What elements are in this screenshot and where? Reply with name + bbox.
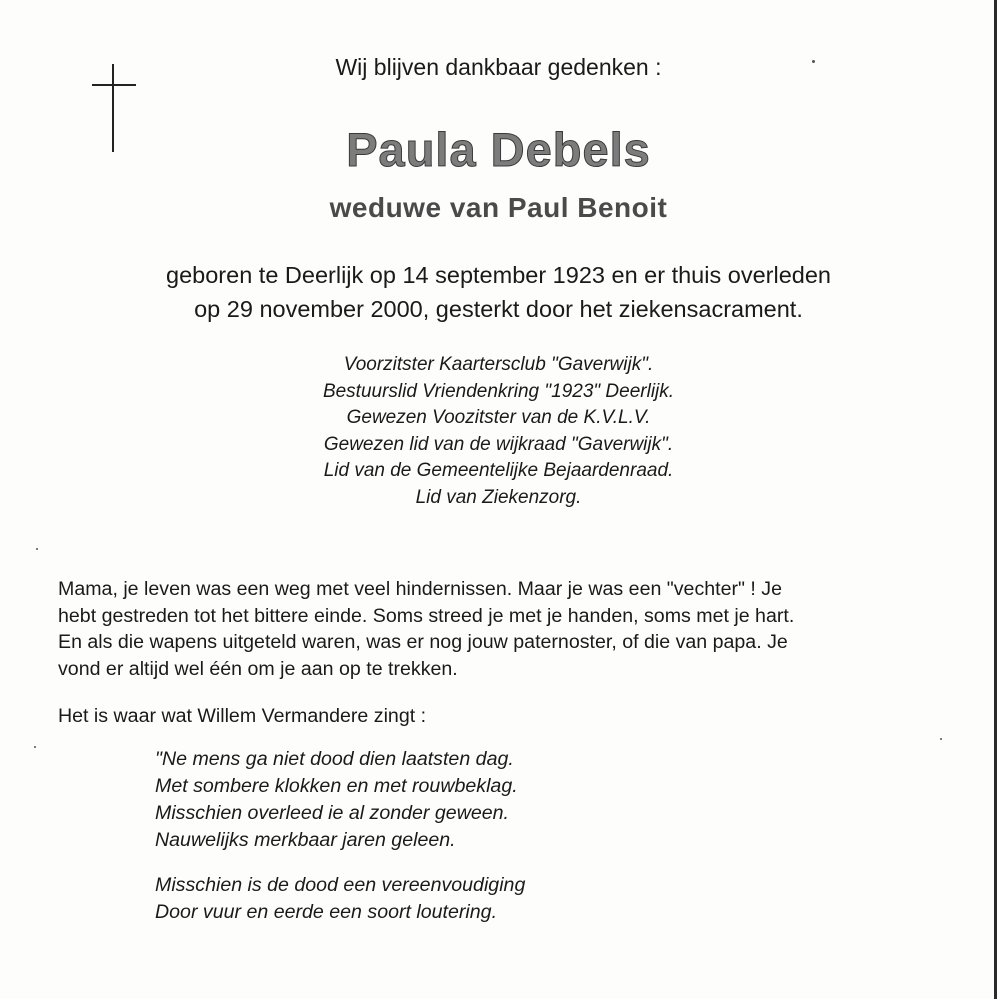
role-item: Gewezen lid van de wijkraad "Gaverwijk". — [323, 433, 674, 455]
poem-line: Nauwelijks merkbaar jaren geleen. — [155, 829, 456, 851]
poem-line: Door vuur en eerde een soort loutering. — [155, 901, 498, 923]
poem-stanza-1 — [155, 746, 518, 854]
intro-text: Wij blijven dankbaar gedenken : — [335, 54, 662, 80]
paragraph-line: Mama, je leven was een weg met veel hindernissen. Maar je was een "vechter" ! Je — [58, 578, 782, 600]
quote-intro: Het is waar wat Willem Vermandere zingt : — [58, 705, 427, 727]
poem-line: "Ne mens ga niet dood dien laatsten dag. — [155, 748, 514, 770]
role-item: Lid van de Gemeentelijke Bejaardenraad. — [323, 460, 674, 481]
scan-speck — [940, 738, 942, 740]
poem-line: Met sombere klokken en met rouwbeklag. — [155, 775, 518, 797]
birth-line-1: geboren te Deerlijk op 14 september 1923 en er thuis overleden — [166, 262, 831, 288]
tribute-paragraph — [58, 576, 950, 682]
birth-death-info — [0, 258, 997, 326]
poem-line: Misschien is de dood een vereenvoudiging — [155, 874, 526, 896]
poem-line: Misschien overleed ie al zonder geween. — [155, 802, 509, 824]
paragraph-line: vond er altijd wel één om je aan op te trekken. — [58, 657, 458, 680]
poem-stanza-2 — [155, 872, 525, 926]
role-item: Gewezen Voozitster van de K.V.L.V. — [346, 407, 651, 428]
paragraph-line: En als die wapens uitgeteld waren, was er nog jouw paternoster, of die van papa. Je — [58, 631, 788, 653]
scan-speck — [36, 548, 38, 550]
birth-line-2: op 29 november 2000, gesterkt door het ziekensacrament. — [194, 296, 803, 322]
paragraph-line: hebt gestreden tot het bittere einde. Soms streed je met je handen, soms met je hart. — [58, 604, 795, 627]
role-item: Voorzitster Kaartersclub "Gaverwijk". — [343, 354, 654, 375]
role-item: Bestuurslid Vriendenkring "1923" Deerlijk. — [322, 380, 675, 402]
role-item: Lid van Ziekenzorg. — [415, 486, 582, 508]
roles-list — [0, 352, 997, 511]
widow-of: weduwe van Paul Benoit — [329, 192, 668, 223]
scan-speck — [34, 746, 36, 748]
deceased-name: Paula Debels — [346, 123, 651, 176]
scan-speck — [812, 60, 815, 63]
